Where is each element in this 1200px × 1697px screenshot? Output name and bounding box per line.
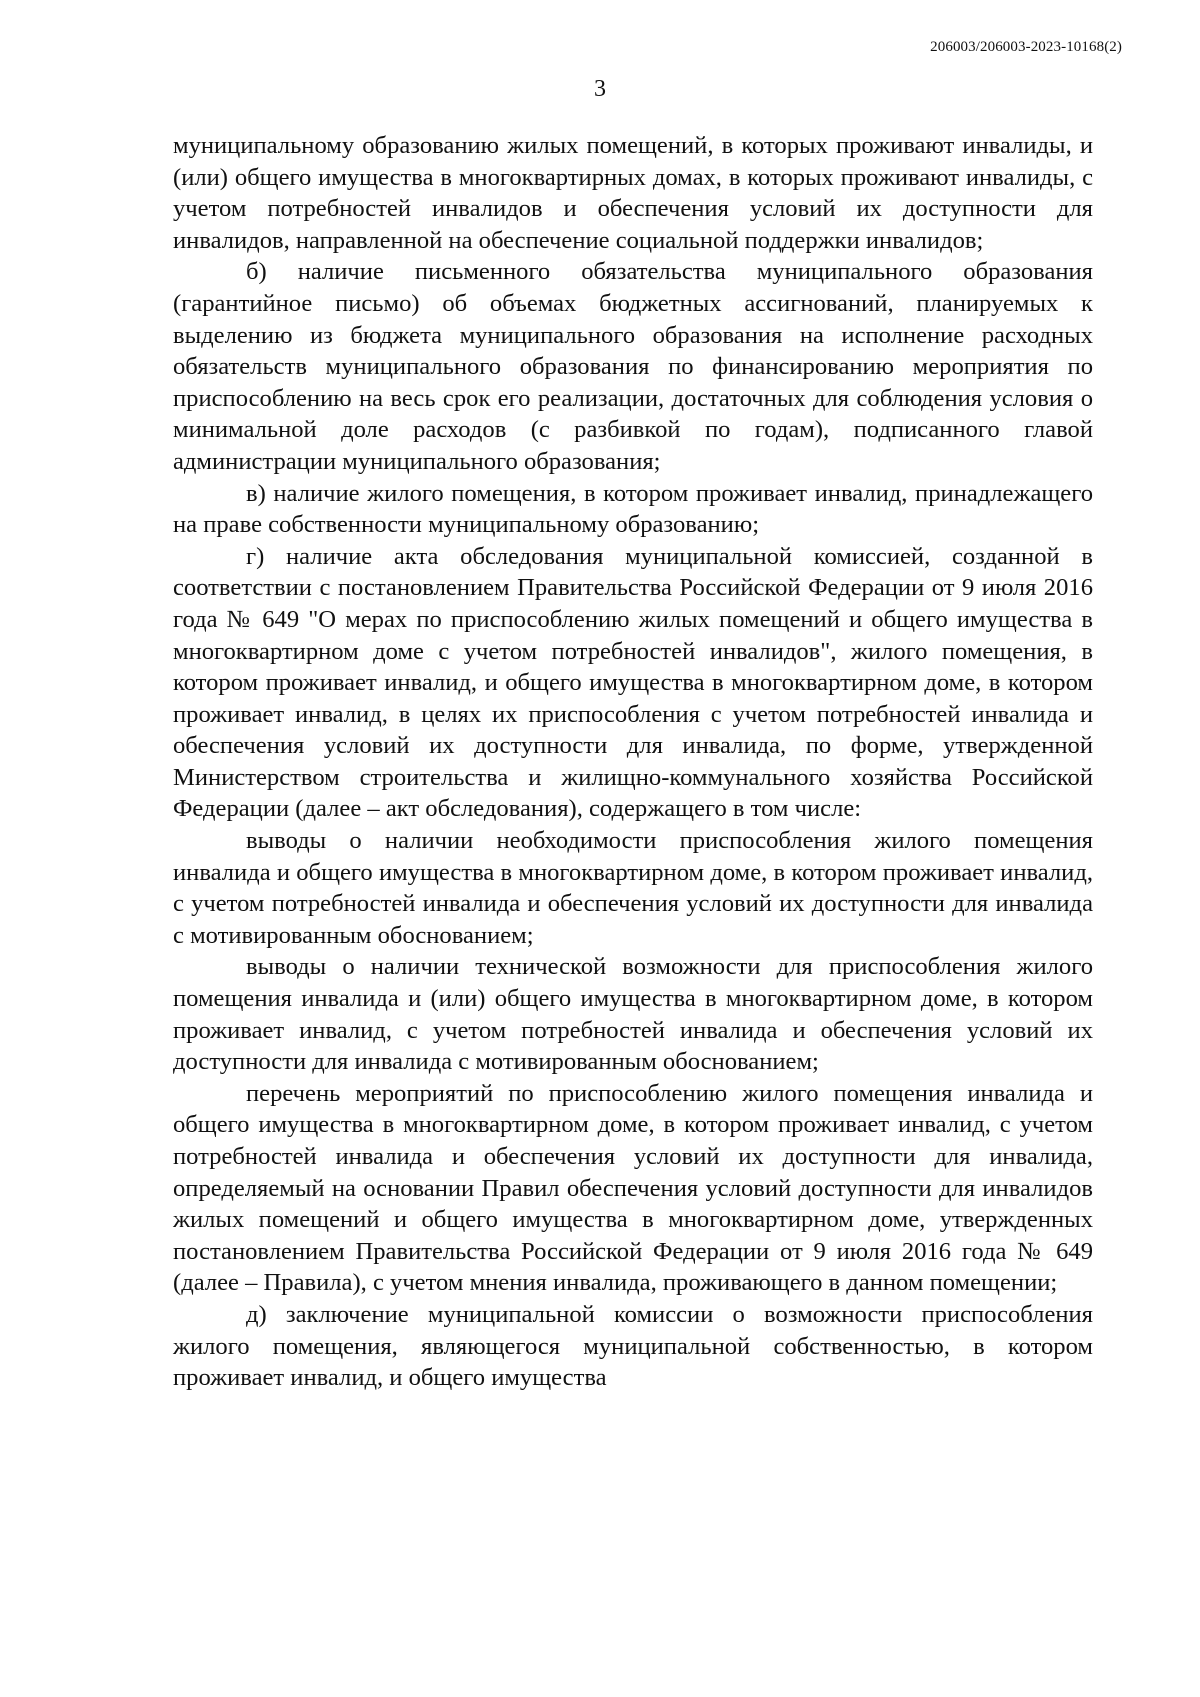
document-body <box>173 130 1093 1394</box>
paragraph-continuation: муниципальному образованию жилых помещений, в которых проживают инвалиды, и (или) общего имущества в многоквартирных домах, в которых проживают инвалиды, с учетом потребностей инвалидов и обеспечения условий их доступности для инвалидов, направленной на обеспечение социальной поддержки инвалидов; <box>173 132 1093 254</box>
page-number: 3 <box>594 76 606 102</box>
paragraph-conclusion-technical: выводы о наличии технической возможности для приспособления жилого помещения инвалида и (или) общего имущества в многоквартирном доме, в котором проживает инвалид, с учетом потребностей инвалида и обеспечения условий их доступности для инвалида с мотивированным обоснованием; <box>173 953 1093 1076</box>
paragraph-item-v: в) наличие жилого помещения, в котором проживает инвалид, принадлежащего на праве собственности муниципальному образованию; <box>173 479 1093 539</box>
paragraph-conclusion-necessity: выводы о наличии необходимости приспособления жилого помещения инвалида и общего имущества в многоквартирном доме, в котором проживает инвалид, с учетом потребностей инвалида и обеспечения условий их доступности для инвалида с мотивированным обоснованием; <box>173 827 1093 949</box>
paragraph-item-d: д) заключение муниципальной комиссии о возможности приспособления жилого помещения, являющегося муниципальной собственностью, в котором проживает инвалид, и общего имущества <box>173 1300 1093 1392</box>
paragraph-item-b: б) наличие письменного обязательства муниципального образования (гарантийное письмо) об объемах бюджетных ассигнований, планируемых к выделению из бюджета муниципального образования на исполнение расходных обязательств муниципального образования по финансированию мероприятия по приспособлению на весь срок его реализации, достаточных для соблюдения условия о минимальной доле расходов (с разбивкой по годам), подписанного главой администрации муниципального образования; <box>173 258 1093 475</box>
paragraph-item-g: г) наличие акта обследования муниципальной комиссией, созданной в соответствии с постановлением Правительства Российской Федерации от 9 июля 2016 года № 649 "О мерах по приспособлению жилых помещений и общего имущества в многоквартирном доме с учетом потребностей инвалидов", жилого помещения, в котором проживает инвалид, и общего имущества в многоквартирном доме, в котором проживает инвалид, в целях их приспособления с учетом потребностей инвалида и обеспечения условий их доступности для инвалида, по форме, утвержденной Министерством строительства и жилищно-коммунального хозяйства Российской Федерации (далее – акт обследования), содержащего в том числе: <box>173 542 1093 823</box>
paragraph-measures-list: перечень мероприятий по приспособлению жилого помещения инвалида и общего имущества в многоквартирном доме, в котором проживает инвалид, с учетом потребностей инвалида и обеспечения условий их доступности для инвалида, определяемый на основании Правил обеспечения условий доступности для инвалидов жилых помещений и общего имущества в многоквартирном доме, утвержденных постановлением Правительства Российской Федерации от 9 июля 2016 года № 649 (далее – Правила), с учетом мнения инвалида, проживающего в данном помещении; <box>173 1079 1093 1297</box>
document-id: 206003/206003-2023-10168(2) <box>930 39 1122 55</box>
